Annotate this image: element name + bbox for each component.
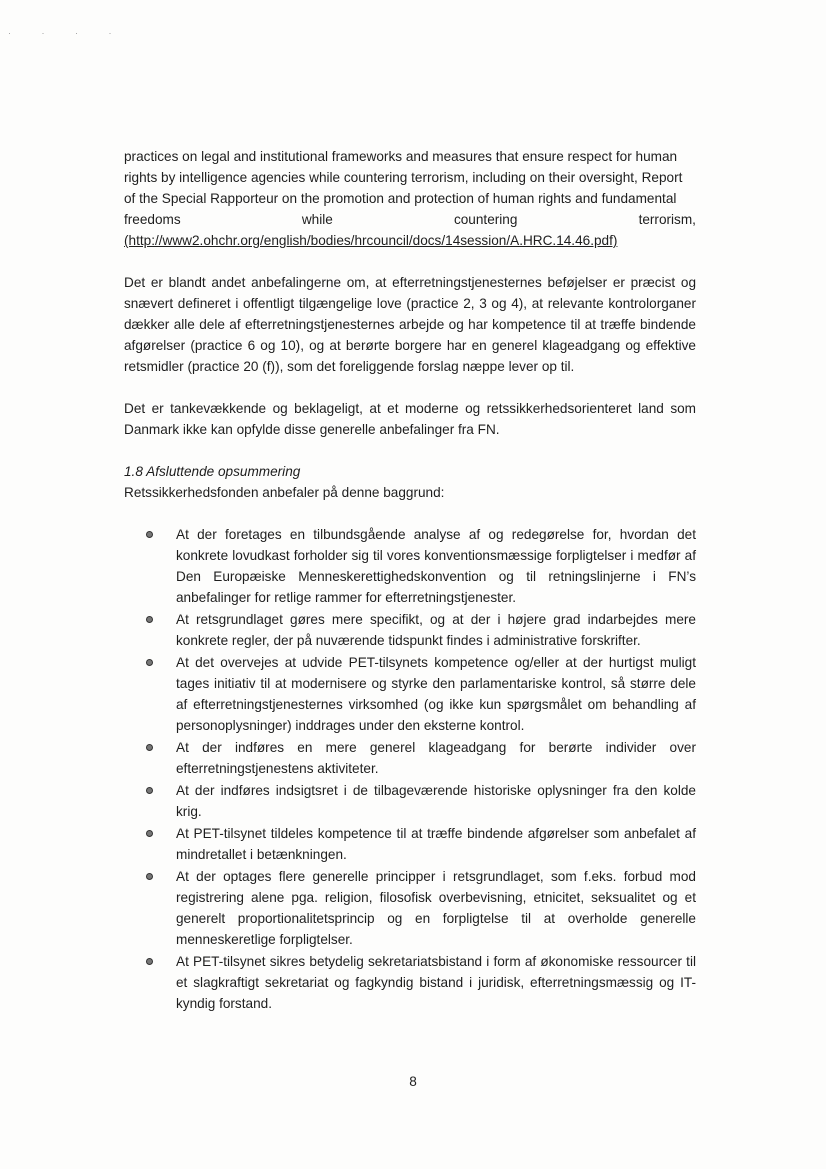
- bullet-icon: [146, 830, 153, 837]
- list-item-text: At der optages flere generelle principper i retsgrundlaget, som f.eks. forbud mod registrering alene pga. religion, filosofisk overbevisning, etnicitet, seksualitet og et generelt proportionalitetsprincip og en forpligtelse til at overholde generelle menneskeretlige forpligtelser.: [176, 869, 696, 947]
- intro-word-4: terrorism,: [638, 212, 696, 227]
- bullet-icon: [146, 787, 153, 794]
- intro-paragraph: [124, 146, 696, 251]
- intro-word-1: freedoms: [124, 212, 181, 227]
- list-item: [124, 780, 696, 822]
- bullet-icon: [146, 531, 153, 538]
- page-number: 8: [409, 1074, 417, 1089]
- list-item-text: At der indføres en mere generel klageadgang for berørte individer over efterretningstjenestens aktiviteter.: [176, 740, 696, 776]
- ohchr-report-link[interactable]: (http://www2.ohchr.org/english/bodies/hrcouncil/docs/14session/A.HRC.14.46.pdf): [124, 233, 618, 248]
- intro-line-4: [124, 209, 696, 230]
- body-paragraph-recommendations: Det er blandt andet anbefalingerne om, at efterretningstjenesternes beføjelser er præcist og snævert defineret i offentligt tilgængelige love (practice 2, 3 og 4), at relevante kontrolorganer dækker alle dele af efterretningstjenesternes arbejde og har kompetence til at træffe bindende afgørelser (practice 6 og 10), og at berørte borgere har en generel klageadgang og effektive retsmidler (practice 20 (f)), som det foreliggende forslag næppe lever op til.: [124, 275, 696, 374]
- list-item-text: At der foretages en tilbundsgående analyse af og redegørelse for, hvordan det konkrete lovudkast forholder sig til vores konventionsmæssige forpligtelser i medfør af Den Europæiske Menneskerettighedskonvention og til retningslinjerne i FN’s anbefalinger for retlige rammer for efterretningstjenester.: [176, 527, 696, 605]
- list-item: [124, 866, 696, 950]
- section-heading: 1.8 Afsluttende opsummering: [124, 464, 301, 479]
- intro-line-1: practices on legal and institutional frameworks and measures that ensure respect for human: [124, 149, 678, 164]
- bullet-icon: [146, 744, 153, 751]
- intro-line-2: rights by intelligence agencies while countering terrorism, including on their oversight, Report: [124, 170, 683, 185]
- page-content: [124, 146, 696, 1015]
- list-item: [124, 951, 696, 1014]
- recommendations-list: [124, 524, 696, 1014]
- list-item: [124, 652, 696, 736]
- list-item-text: At retsgrundlaget gøres mere specifikt, og at der i højere grad indarbejdes mere konkrete regler, der på nuværende tidspunkt findes i administrative forskrifter.: [176, 612, 696, 648]
- section-lead: Retssikkerhedsfonden anbefaler på denne baggrund:: [124, 485, 445, 500]
- list-item: [124, 609, 696, 651]
- list-item: [124, 823, 696, 865]
- intro-word-2: while: [301, 212, 333, 227]
- list-item: [124, 737, 696, 779]
- bullet-icon: [146, 616, 153, 623]
- bullet-icon: [146, 659, 153, 666]
- list-item-text: At der indføres indsigtsret i de tilbageværende historiske oplysninger fra den kolde krig.: [176, 783, 696, 819]
- body-paragraph-conclusion: Det er tankevækkende og beklageligt, at et moderne og retssikkerhedsorienteret land som Danmark ikke kan opfylde disse generelle anbefalinger fra FN.: [124, 401, 696, 437]
- intro-line-3: of the Special Rapporteur on the promotion and protection of human rights and fundamental: [124, 191, 677, 206]
- bullet-icon: [146, 958, 153, 965]
- list-item-text: At PET-tilsynet tildeles kompetence til at træffe bindende afgørelser som anbefalet af mindretallet i betænkningen.: [176, 826, 696, 862]
- intro-word-3: countering: [453, 212, 518, 227]
- list-item-text: At PET-tilsynet sikres betydelig sekretariatsbistand i form af økonomiske ressourcer til et slagkraftigt sekretariat og fagkyndig bistand i juridisk, efterretningsmæssig og IT-kyndig forstand.: [176, 954, 696, 1011]
- bullet-icon: [146, 873, 153, 880]
- list-item: [124, 524, 696, 608]
- list-item-text: At det overvejes at udvide PET-tilsynets kompetence og/eller at der hurtigst muligt tages initiativ til at modernisere og styrke den parlamentariske kontrol, så større dele af efterretningstjenesternes virksomhed (og ikke kun spørgsmålet om behandling af personoplysninger) inddrages under den eksterne kontrol.: [176, 655, 696, 733]
- scan-artifact-marks: · · · ·: [8, 28, 126, 38]
